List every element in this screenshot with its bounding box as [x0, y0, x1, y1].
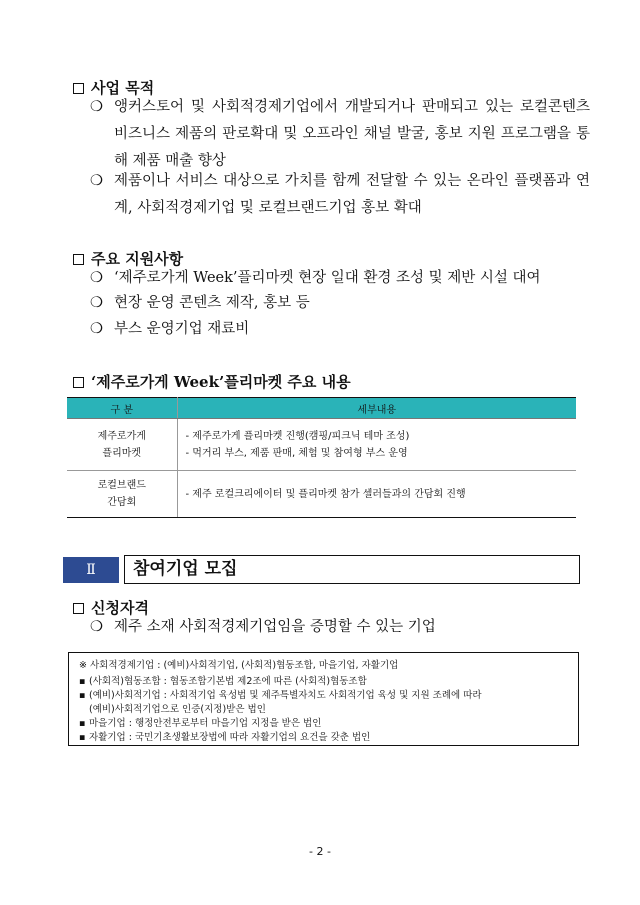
- page-number: - 2 -: [309, 845, 331, 858]
- note-heading: ※ 사회적경제기업 : (예비)사회적기업, (사회적)협동조합, 마을기업, 자활기업: [79, 660, 399, 671]
- list-item: ❍ 앵커스토어 및 사회적경제기업에서 개발되거나 판매되고 있는 로컬콘텐츠 비즈니스 제품의 판로확대 및 오프라인 채널 발굴, 홍보 지원 프로그램을 통해 제품 매출 향상: [90, 99, 590, 169]
- chapter-title: 참여기업 모집: [124, 555, 580, 584]
- table-cell-category: 로컬브랜드 간담회: [67, 471, 177, 518]
- list-item: ❍ 제품이나 서비스 대상으로 가치를 함께 전달할 수 있는 온라인 플랫폼과 연계, 사회적경제기업 및 로컬브랜드기업 홍보 확대: [90, 173, 590, 216]
- note-box: [68, 652, 579, 746]
- note-item: ▪ (예비)사회적기업 : 사회적기업 육성법 및 제주특별자치도 사회적기업 육성 및 지원 조례에 따라 (예비)사회적기업으로 인증(지정)받은 법인: [79, 690, 482, 715]
- note-item: ▪ 마을기업 : 행정안전부로부터 마을기업 지정을 받은 법인: [79, 718, 322, 729]
- list-item: ❍ ‘제주로가게 Week’플리마켓 현장 일대 환경 조성 및 제반 시설 대여: [90, 270, 541, 286]
- list-item: ❍ 제주 소재 사회적경제기업임을 증명할 수 있는 기업: [90, 619, 436, 635]
- table-cell-category: 제주로가게 플리마켓: [67, 419, 177, 471]
- section-heading-purpose: 사업 목적: [73, 77, 154, 98]
- table-header-row: [67, 398, 576, 419]
- square-bullet-icon: [73, 83, 84, 94]
- chapter-number: Ⅱ: [63, 557, 119, 583]
- market-info-table: [67, 397, 576, 518]
- square-bullet-icon: [73, 377, 84, 388]
- section-heading-market: ‘제주로가게 Week’플리마켓 주요 내용: [73, 371, 351, 392]
- square-bullet-icon: [73, 603, 84, 614]
- section-heading-support: 주요 지원사항: [73, 248, 183, 269]
- list-item: ❍ 부스 운영기업 재료비: [90, 321, 250, 337]
- column-header-category: 구 분: [67, 398, 177, 419]
- note-item: ▪ 자활기업 : 국민기초생활보장법에 따라 자활기업의 요건을 갖춘 법인: [79, 732, 371, 743]
- column-header-details: 세부내용: [177, 398, 576, 419]
- table-row: [67, 471, 576, 518]
- square-bullet-icon: [73, 254, 84, 265]
- section-heading-eligibility: 신청자격: [73, 597, 149, 618]
- table-row: [67, 419, 576, 471]
- table-cell-details: - 제주로가게 플리마켓 진행(캠핑/피크닉 테마 조성) - 먹거리 부스, 제품 판매, 체험 및 참여형 부스 운영: [177, 419, 576, 471]
- list-item: ❍ 현장 운영 콘텐츠 제작, 홍보 등: [90, 295, 310, 311]
- note-item: ▪ (사회적)협동조합 : 협동조합기본법 제2조에 따른 (사회적)협동조합: [79, 676, 367, 687]
- table-cell-details: - 제주 로컬크리에이터 및 플리마켓 참가 셀러들과의 간담회 진행: [177, 471, 576, 518]
